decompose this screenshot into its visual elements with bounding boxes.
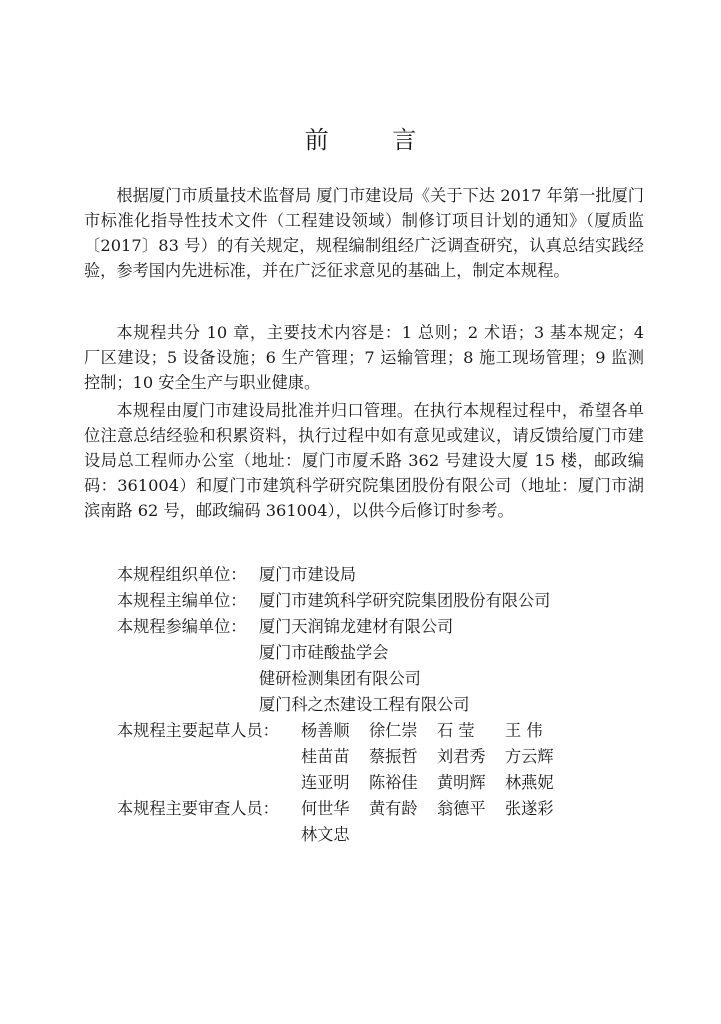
credits-block <box>117 562 573 848</box>
co-editor-value: 厦门市硅酸盐学会 <box>259 643 389 662</box>
chief-editor-value: 厦门市建筑科学研究院集团股份有限公司 <box>259 591 551 610</box>
drafter-name: 刘君秀 <box>437 747 486 766</box>
drafters-row <box>117 718 573 744</box>
page-title: 前 言 <box>304 126 445 154</box>
co-editor-value: 厦门科之杰建设工程有限公司 <box>259 695 470 714</box>
paragraph-contents: 本规程共分 10 章，主要技术内容是：1 总则；2 术语；3 基本规定；4 厂区建设；5 设备设施；6 生产管理；7 运输管理；8 施工现场管理；9 监测控制；10 安全生产与职业健康。 <box>84 323 644 392</box>
co-editor-row <box>117 666 573 692</box>
co-editor-row <box>117 692 573 718</box>
drafters-row <box>117 770 573 796</box>
co-editor-row <box>117 614 573 640</box>
organizer-value: 厦门市建设局 <box>259 565 357 584</box>
organizer-label: 本规程组织单位： <box>117 565 247 584</box>
drafter-name: 徐仁崇 <box>369 721 418 740</box>
reviewers-row <box>117 822 573 848</box>
drafter-name: 方云辉 <box>505 747 554 766</box>
drafters-row <box>117 744 573 770</box>
intro-paragraph <box>84 183 644 283</box>
drafter-name: 黄明辉 <box>437 773 486 792</box>
reviewer-name: 翁德平 <box>437 799 486 818</box>
co-editor-label: 本规程参编单位： <box>117 617 247 636</box>
drafter-name: 连亚明 <box>301 773 350 792</box>
drafter-name: 桂苗苗 <box>301 747 350 766</box>
drafters-label: 本规程主要起草人员： <box>117 721 279 740</box>
paragraph-management: 本规程由厦门市建设局批准并归口管理。在执行本规程过程中，希望各单位注意总结经验和积累资料，执行过程中如有意见或建议，请反馈给厦门市建设局总工程师办公室（地址：厦门市厦禾路 362 号建设大厦 15 楼，邮政编码：361004）和厦门市建筑科学研究院集团股份有限公司（地址：厦门市湖滨南路 62 号，邮政编码 361004），以供今后修订时参考。 <box>84 401 644 520</box>
drafter-name: 杨善顺 <box>301 721 350 740</box>
paragraph-basis: 根据厦门市质量技术监督局 厦门市建设局《关于下达 2017 年第一批厦门市标准化指导性技术文件（工程建设领域）制修订项目计划的通知》（厦质监〔2017〕83 号）的有关规定，规程编制组经广泛调查研究，认真总结实践经验，参考国内先进标准，并在广泛征求意见的基础上，制定本规程。 <box>84 186 644 280</box>
reviewer-name: 何世华 <box>301 799 350 818</box>
drafter-name: 林燕妮 <box>505 773 554 792</box>
reviewers-label: 本规程主要审查人员： <box>117 799 279 818</box>
drafter-name: 王 伟 <box>505 721 543 740</box>
reviewers-row <box>117 796 573 822</box>
reviewer-name: 黄有龄 <box>369 799 418 818</box>
drafter-name: 陈裕佳 <box>369 773 418 792</box>
reviewer-name: 林文忠 <box>301 825 350 844</box>
co-editor-value: 健研检测集团有限公司 <box>259 669 421 688</box>
contents-paragraph <box>84 320 644 395</box>
co-editor-row <box>117 640 573 666</box>
chief-editor-label: 本规程主编单位： <box>117 591 247 610</box>
drafter-name: 蔡振哲 <box>369 747 418 766</box>
co-editor-value: 厦门天润锦龙建材有限公司 <box>259 617 454 636</box>
organizer-row <box>117 562 573 588</box>
chief-editor-row <box>117 588 573 614</box>
reviewer-name: 张遂彩 <box>505 799 554 818</box>
management-paragraph <box>84 398 644 523</box>
drafter-name: 石 莹 <box>437 721 475 740</box>
